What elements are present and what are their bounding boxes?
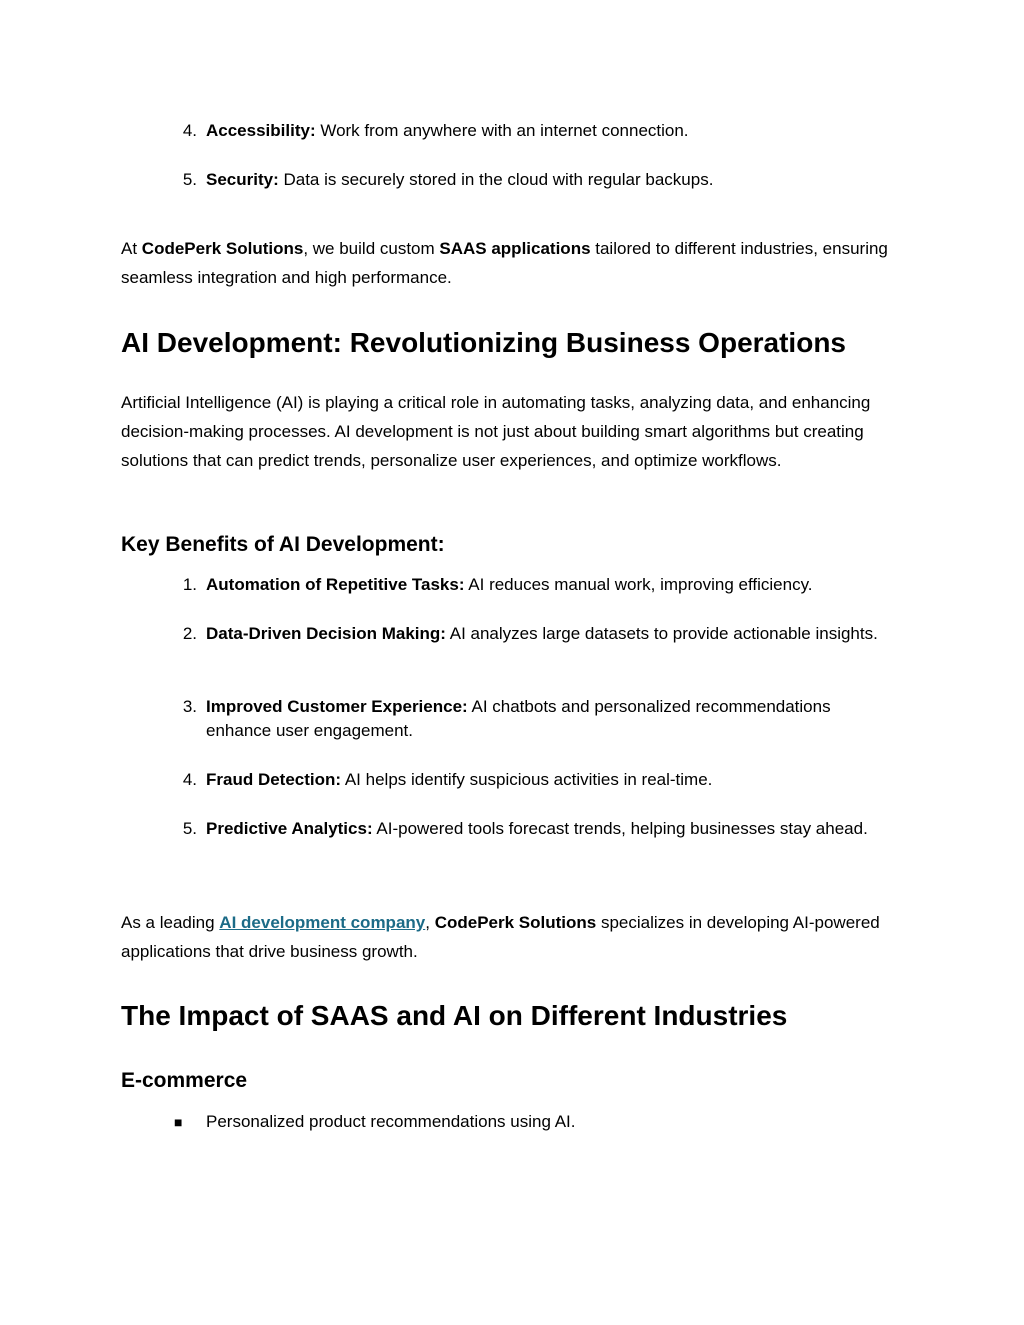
- list-item-text: Data is securely stored in the cloud with regular backups.: [278, 170, 714, 189]
- paragraph-text: tailored to different industries, ensuring seamless integration and high performance.: [121, 239, 888, 287]
- list-number: 1.: [182, 575, 197, 594]
- list-item-label: Fraud Detection:: [206, 770, 342, 789]
- list-item-text: Personalized product recommendations using AI.: [206, 1112, 576, 1131]
- ai-development-company-link[interactable]: AI development company: [219, 913, 426, 932]
- list-number: 3.: [182, 697, 197, 716]
- subheading-key-benefits: Key Benefits of AI Development:: [121, 533, 445, 556]
- list-item-label: Improved Customer Experience:: [206, 697, 468, 716]
- list-number: 4.: [182, 770, 197, 789]
- list-item-text: AI-powered tools forecast trends, helping businesses stay ahead.: [372, 819, 868, 838]
- ai-paragraph: Artificial Intelligence (AI) is playing a critical role in automating tasks, analyzing data, and enhancing decision-making processes. AI development is not just about building smart algorithms but creating solutions that can predict trends, personalize user experiences, and optimize workflows.: [121, 393, 871, 470]
- bullet-square-icon: ■: [174, 1114, 183, 1130]
- saas-paragraph: [121, 234, 896, 292]
- company-name: CodePerk Solutions: [434, 913, 597, 932]
- list-number: 5.: [182, 170, 197, 189]
- list-item-label: Data-Driven Decision Making:: [206, 624, 446, 643]
- list-item-label: Accessibility:: [206, 121, 316, 140]
- saas-term: SAAS applications: [439, 239, 591, 258]
- section-heading-impact: The Impact of SAAS and AI on Different Industries: [121, 1000, 788, 1031]
- subheading-ecommerce: E-commerce: [121, 1069, 248, 1092]
- list-number: 4.: [182, 121, 197, 140]
- list-number: 5.: [182, 819, 197, 838]
- list-item-label: Automation of Repetitive Tasks:: [206, 575, 465, 594]
- list-item-text: AI chatbots and personalized recommendations enhance user engagement.: [206, 697, 831, 740]
- company-paragraph: [121, 908, 896, 966]
- list-item-text: Work from anywhere with an internet connection.: [315, 121, 689, 140]
- section-heading-ai: AI Development: Revolutionizing Business Operations: [121, 327, 846, 358]
- list-number: 2.: [182, 624, 197, 643]
- paragraph-text: As a leading: [121, 913, 220, 932]
- list-item-label: Predictive Analytics:: [206, 819, 373, 838]
- list-item-text: AI helps identify suspicious activities in real-time.: [341, 770, 713, 789]
- list-item-text: AI analyzes large datasets to provide actionable insights.: [445, 624, 878, 643]
- paragraph-text: , we build custom: [303, 239, 440, 258]
- company-name: CodePerk Solutions: [141, 239, 304, 258]
- list-item-text: AI reduces manual work, improving efficiency.: [464, 575, 813, 594]
- paragraph-text: At: [121, 239, 142, 258]
- list-item-label: Security:: [206, 170, 279, 189]
- paragraph-text: specializes in developing AI-powered applications that drive business growth.: [121, 913, 880, 961]
- paragraph-text: ,: [425, 913, 435, 932]
